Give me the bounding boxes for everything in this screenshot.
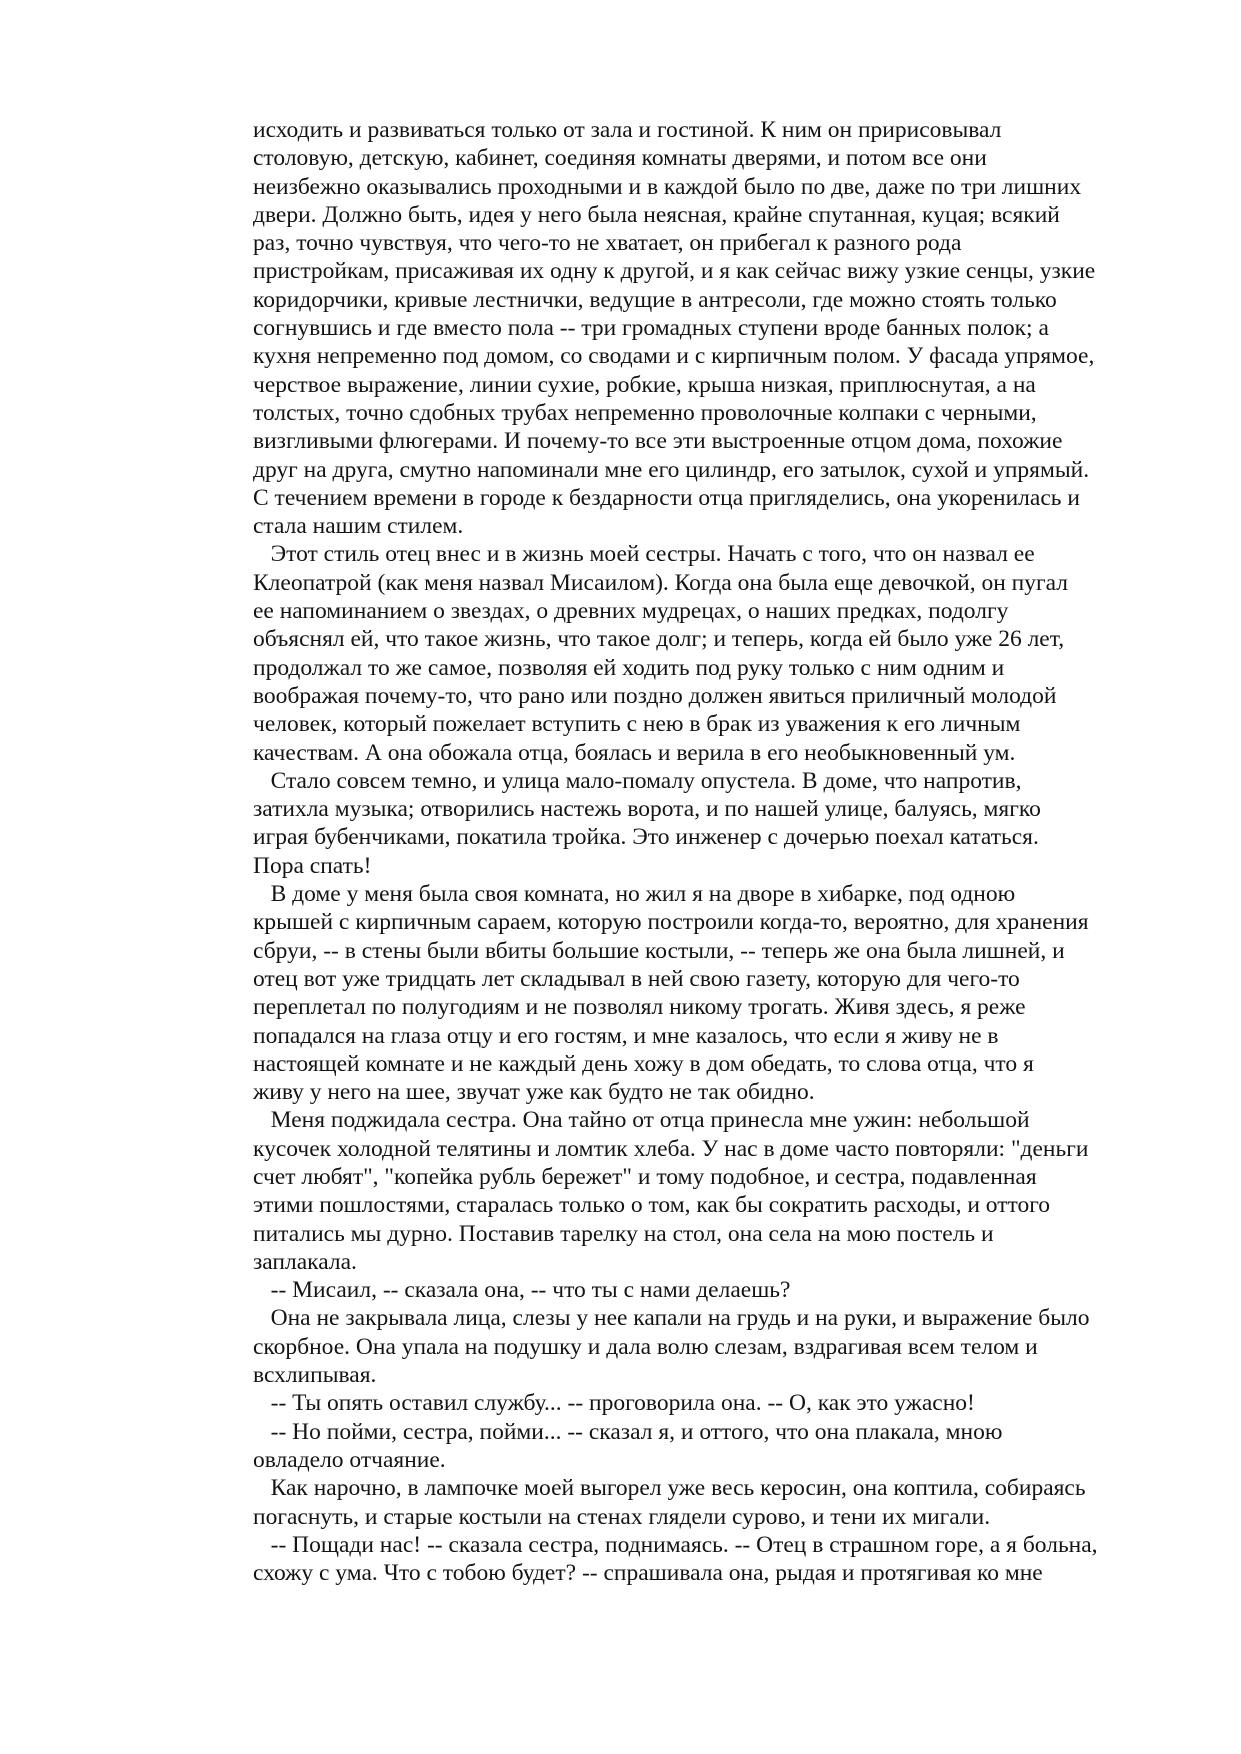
text-line: визгливыми флюгерами. И почему-то все эти выстроенные отцом дома, похожие [253, 428, 1063, 455]
text-line: играя бубенчиками, покатила тройка. Это инженер с дочерью поехал кататься. [253, 824, 1039, 851]
text-line: ее напоминанием о звездах, о древних мудрецах, о наших предках, подолгу [253, 598, 1009, 625]
text-line: Клеопатрой (как меня назвал Мисаилом). Когда она была еще девочкой, он пугал [253, 569, 1068, 596]
text-line: настоящей комнате и не каждый день хожу в дом обедать, то слова отца, что я [253, 1050, 1034, 1077]
text-line: качествам. А она обожала отца, боялась и верила в его необыкновенный ум. [253, 739, 1016, 766]
text-line: двери. Должно быть, идея у него была неясная, крайне спутанная, куцая; всякий [253, 201, 1060, 228]
text-line: заплакала. [253, 1248, 357, 1275]
text-line: согнувшись и где вместо пола -- три громадных ступени вроде банных полок; а [253, 315, 1049, 342]
text-line: овладело отчаяние. [253, 1446, 446, 1473]
text-line: продолжал то же самое, позволяя ей ходить под руку только с ним одним и [253, 654, 1005, 681]
text-line: -- Ты опять оставил службу... -- проговорила она. -- О, как это ужасно! [253, 1390, 975, 1417]
text-line: затихла музыка; отворились настежь ворота, и по нашей улице, балуясь, мягко [253, 796, 1041, 823]
text-line: -- Мисаил, -- сказала она, -- что ты с нами делаешь? [253, 1277, 791, 1304]
text-line: толстых, точно сдобных трубах непременно проволочные колпаки с черными, [253, 399, 1037, 426]
text-line: -- Но пойми, сестра, пойми... -- сказал я, и оттого, что она плакала, мною [253, 1418, 1003, 1445]
text-line: друг на друга, смутно напоминали мне его цилиндр, его затылок, сухой и упрямый. [253, 456, 1090, 483]
text-line: переплетал по полугодиям и не позволял никому трогать. Живя здесь, я реже [253, 994, 1026, 1021]
text-line: пристройкам, присаживая их одну к другой, и я как сейчас вижу узкие сенцы, узкие [253, 258, 1096, 285]
text-line: стала нашим стилем. [253, 513, 464, 540]
text-line: скорбное. Она упала на подушку и дала волю слезам, вздрагивая всем телом и [253, 1333, 1038, 1360]
text-line: Этот стиль отец внес и в жизнь моей сестры. Начать с того, что он назвал ее [253, 541, 1035, 568]
text-line: отец вот уже тридцать лет складывал в ней свою газету, которую для чего-то [253, 965, 1020, 992]
text-line: черствое выражение, линии сухие, робкие, крыша низкая, приплюснутая, а на [253, 371, 1036, 398]
text-line: неизбежно оказывались проходными и в каждой было по две, даже по три лишних [253, 173, 1082, 200]
text-line: Она не закрывала лица, слезы у нее капали на грудь и на руки, и выражение было [253, 1305, 1090, 1332]
text-line: кусочек холодной телятины и ломтик хлеба. У нас в доме часто повторяли: "деньги [253, 1135, 1089, 1162]
text-line: крышей с кирпичным сараем, которую построили когда-то, вероятно, для хранения [253, 909, 1089, 936]
body-text [253, 116, 1153, 1587]
text-line: С течением времени в городе к бездарности отца пригляделись, она укоренилась и [253, 484, 1080, 511]
text-line: коридорчики, кривые лестнички, ведущие в антресоли, где можно стоять только [253, 286, 1057, 313]
text-line: столовую, детскую, кабинет, соединяя комнаты дверями, и потом все они [253, 145, 987, 172]
text-line: Как нарочно, в лампочке моей выгорел уже весь керосин, она коптила, собираясь [253, 1475, 1086, 1502]
text-line: человек, который пожелает вступить с нею в брак из уважения к его личным [253, 711, 1021, 738]
text-line: -- Пощади нас! -- сказала сестра, поднимаясь. -- Отец в страшном горе, а я больна, [253, 1531, 1098, 1558]
text-line: В доме у меня была своя комната, но жил я на дворе в хибарке, под одною [253, 881, 1016, 908]
text-line: раз, точно чувствуя, что чего-то не хватает, он прибегал к разного рода [253, 230, 962, 257]
text-line: Пора спать! [253, 852, 372, 879]
text-line: схожу с ума. Что с тобою будет? -- спрашивала она, рыдая и протягивая ко мне [253, 1560, 1043, 1587]
text-line: живу у него на шее, звучат уже как будто не так обидно. [253, 1079, 815, 1106]
text-line: счет любят", "копейка рубль бережет" и тому подобное, и сестра, подавленная [253, 1163, 1037, 1190]
text-line: попадался на глаза отцу и его гостям, и мне казалось, что если я живу не в [253, 1022, 999, 1049]
text-line: Меня поджидала сестра. Она тайно от отца принесла мне ужин: небольшой [253, 1107, 1030, 1134]
text-line: этими пошлостями, старалась только о том, как бы сократить расходы, и оттого [253, 1192, 1051, 1219]
text-line: воображая почему-то, что рано или поздно должен явиться приличный молодой [253, 682, 1057, 709]
text-line: всхлипывая. [253, 1362, 377, 1389]
text-line: погаснуть, и старые костыли на стенах глядели сурово, и тени их мигали. [253, 1503, 991, 1530]
text-line: кухня непременно под домом, со сводами и с кирпичным полом. У фасада упрямое, [253, 343, 1095, 370]
text-line: Стало совсем темно, и улица мало-помалу опустела. В доме, что напротив, [253, 767, 1022, 794]
text-line: питались мы дурно. Поставив тарелку на стол, она села на мою постель и [253, 1220, 994, 1247]
text-line: исходить и развиваться только от зала и гостиной. К ним он пририсовывал [253, 117, 1002, 143]
text-line: сбруи, -- в стены были вбиты большие костыли, -- теперь же она была лишней, и [253, 937, 1065, 964]
text-line: объяснял ей, что такое жизнь, что такое долг; и теперь, когда ей было уже 26 лет, [253, 626, 1065, 653]
